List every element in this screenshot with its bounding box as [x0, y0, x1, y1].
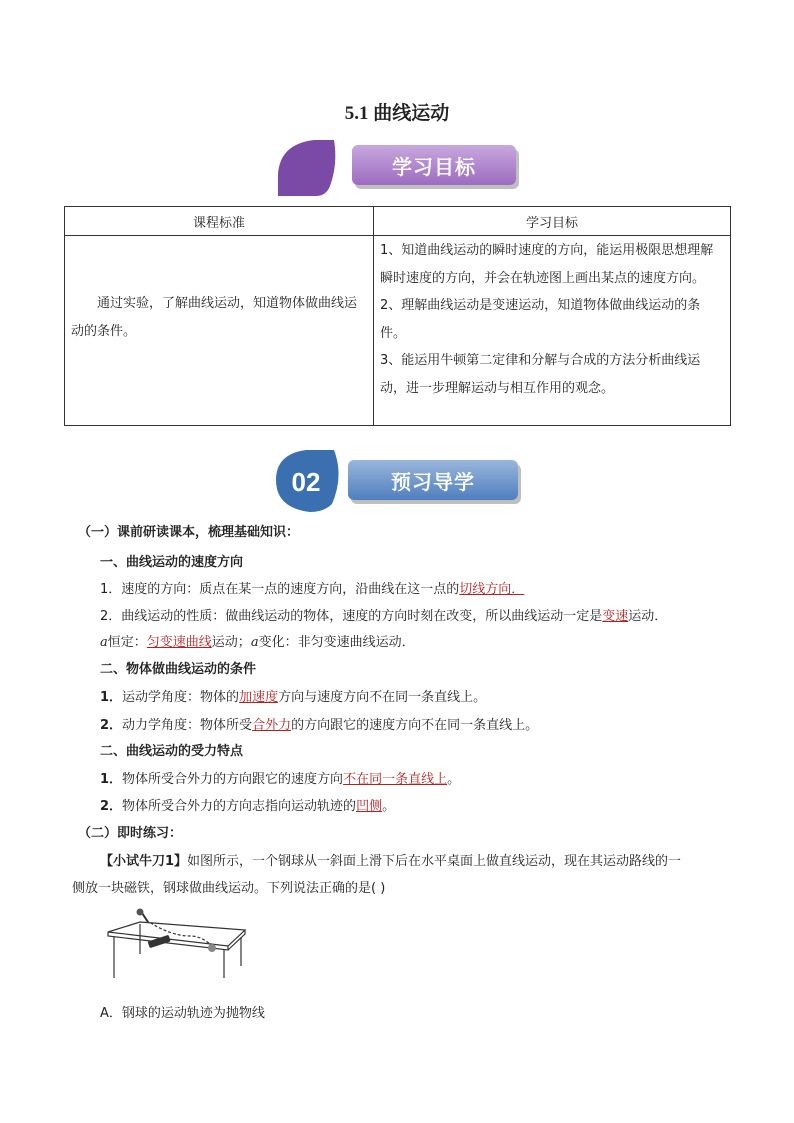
text-line: 1．物体所受合外力的方向跟它的速度方向不在同一条直线上。 [100, 772, 461, 787]
ball-icon [208, 944, 216, 952]
tab-shape-icon [272, 134, 352, 198]
option-a[interactable]: A．钢球的运动轨迹为抛物线 [100, 1006, 265, 1021]
badge-number: 02 [291, 467, 321, 497]
objectives-table [64, 206, 731, 426]
text-line: 2．物体所受合外力的方向志指向运动轨迹的凹侧。 [100, 799, 396, 814]
standard-text: 通过实验，了解曲线运动，知道物体做曲线运动的条件。 [71, 296, 358, 339]
text-line: 2．曲线运动的性质：做曲线运动的物体，速度的方向时刻在改变，所以曲线运动一定是变速运动． [100, 609, 668, 624]
section-banner-preview [272, 446, 524, 514]
text-line: 1．速度的方向：质点在某一点的速度方向，沿曲线在这一点的切线方向． [100, 582, 525, 597]
standard-cell [65, 236, 374, 426]
section-heading: （二）即时练习： [78, 826, 183, 841]
text-line: 2．动力学角度：物体所受合外力的方向跟它的速度方向不在同一条直线上。 [100, 718, 539, 733]
subsection-heading: 二、曲线运动的受力特点 [100, 744, 244, 759]
banner-label: 学习目标 [352, 145, 516, 185]
text-line: a恒定：匀变速曲线运动；a变化：非匀变速曲线运动． [100, 635, 415, 650]
col-header-standard: 课程标准 [65, 207, 374, 236]
number-badge-icon [272, 446, 352, 514]
goal-item: 2、理解曲线运动是变速运动，知道物体做曲线运动的条件。 [380, 298, 701, 341]
section-heading: （一）课前研读课本，梳理基础知识： [78, 525, 300, 540]
goal-item: 3、能运用牛顿第二定律和分解与合成的方法分析曲线运动，进一步理解运动与相互作用的观念。 [380, 353, 701, 396]
goal-item: 1、知道曲线运动的瞬时速度的方向，能运用极限思想理解瞬时速度的方向，并会在轨迹图上画出某点的速度方向。 [380, 243, 714, 286]
subsection-heading: 二、物体做曲线运动的条件 [100, 662, 257, 677]
question-line: 侧放一块磁铁，钢球做曲线运动。下列说法正确的是( ) [72, 881, 386, 896]
text-line: 1．运动学角度：物体的加速度方向与速度方向不在同一条直线上。 [100, 690, 487, 705]
banner-label: 预习导学 [348, 460, 518, 500]
table-magnet-figure [100, 906, 250, 986]
col-header-goals: 学习目标 [374, 207, 731, 236]
question-line: 【小试牛刀1】如图所示，一个钢球从一斜面上滑下后在水平桌面上做直线运动，现在其运动路线的一 [100, 854, 682, 869]
goals-cell [374, 236, 731, 426]
subsection-heading: 一、曲线运动的速度方向 [100, 555, 244, 570]
ball-icon [137, 909, 144, 916]
page-title: 5.1 曲线运动 [344, 103, 450, 124]
section-banner-goals [272, 134, 522, 198]
